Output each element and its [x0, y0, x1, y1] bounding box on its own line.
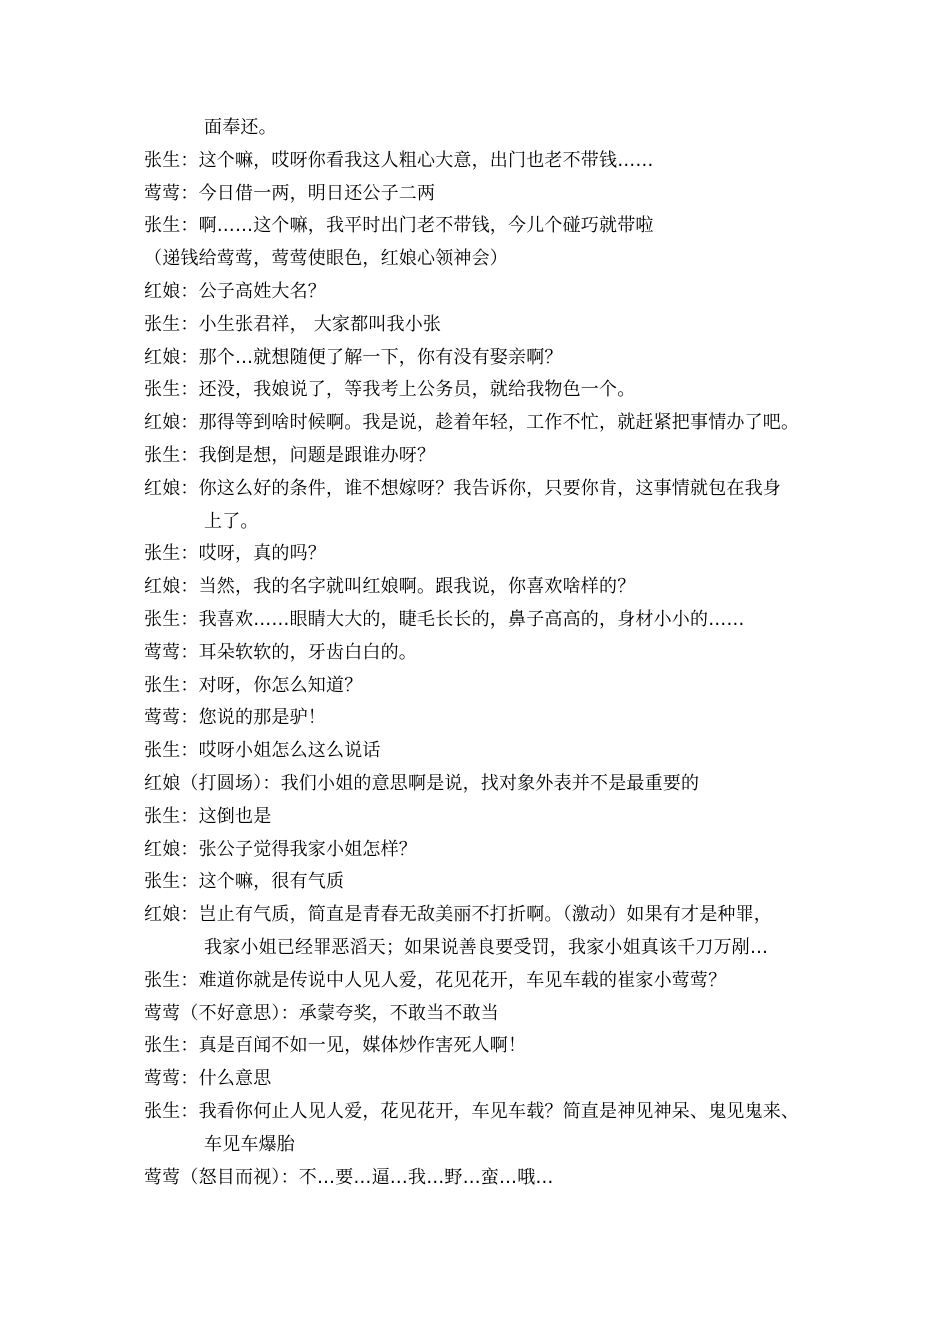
dialogue-line: 红娘：你这么好的条件，谁不想嫁呀？我告诉你，只要你肯，这事情就包在我身	[144, 477, 781, 499]
dialogue-line: 张生：啊……这个嘛，我平时出门老不带钱，今儿个碰巧就带啦	[144, 215, 654, 237]
dialogue-line: 张生：这个嘛，哎呀你看我这人粗心大意，出门也老不带钱……	[144, 149, 654, 171]
dialogue-continuation-line: 车见车爆胎	[204, 1133, 295, 1155]
dialogue-line: 张生：我看你何止人见人爱，花见花开，车见车载？简直是神见神呆、鬼见鬼来、	[144, 1100, 800, 1122]
dialogue-line: 张生：对呀，你怎么知道？	[144, 674, 363, 696]
script-text	[144, 112, 816, 1194]
dialogue-line: 张生：还没，我娘说了，等我考上公务员，就给我物色一个。	[144, 379, 636, 401]
dialogue-continuation-line: 面奉还。	[204, 117, 277, 138]
dialogue-line: 张生：这倒也是	[144, 805, 272, 827]
dialogue-continuation-line: 我家小姐已经罪恶滔天；如果说善良要受罚，我家小姐真该千刀万剐…	[204, 936, 769, 958]
dialogue-line: 红娘：那个…就想随便了解一下，你有没有娶亲啊？	[144, 346, 563, 368]
dialogue-line: （递钱给莺莺，莺莺使眼色，红娘心领神会）	[144, 248, 508, 270]
dialogue-line: 红娘：公子高姓大名？	[144, 280, 326, 302]
dialogue-line: 张生：难道你就是传说中人见人爱，花见花开，车见车载的崔家小莺莺？	[144, 969, 727, 991]
dialogue-line: 红娘：岂止有气质，简直是青春无敌美丽不打折啊。（激动）如果有才是种罪，	[144, 904, 772, 926]
dialogue-line: 张生：小生张君祥， 大家都叫我小张	[144, 313, 442, 335]
dialogue-line: 张生：我喜欢……眼睛大大的，睫毛长长的，鼻子高高的，身材小小的……	[144, 608, 745, 630]
dialogue-line: 莺莺（不好意思）：承蒙夸奖，不敢当不敢当	[144, 1002, 499, 1024]
dialogue-line: 红娘（打圆场）：我们小姐的意思啊是说，找对象外表并不是最重要的	[144, 772, 700, 794]
dialogue-line: 莺莺（怒目而视）：不…要…逼…我…野…蛮…哦…	[144, 1166, 554, 1188]
dialogue-line: 莺莺：今日借一两，明日还公子二两	[144, 182, 436, 204]
dialogue-line: 张生：这个嘛，很有气质	[144, 871, 345, 893]
dialogue-line: 红娘：张公子觉得我家小姐怎样？	[144, 838, 417, 860]
dialogue-line: 莺莺：什么意思	[144, 1068, 272, 1090]
dialogue-line: 莺莺：耳朵软软的，牙齿白白的。	[144, 641, 417, 663]
dialogue-line: 张生：哎呀小姐怎么这么说话	[144, 740, 381, 762]
dialogue-line: 红娘：那得等到啥时候啊。我是说，趁着年轻，工作不忙，就赶紧把事情办了吧。	[144, 412, 800, 434]
dialogue-line: 张生：真是百闻不如一见，媒体炒作害死人啊！	[144, 1035, 527, 1057]
dialogue-line: 张生：哎呀，真的吗？	[144, 543, 326, 565]
dialogue-line: 莺莺：您说的那是驴！	[144, 707, 326, 729]
dialogue-line: 张生：我倒是想，问题是跟谁办呀？	[144, 444, 436, 466]
dialogue-line: 红娘：当然，我的名字就叫红娘啊。跟我说，你喜欢啥样的？	[144, 576, 636, 598]
dialogue-continuation-line: 上了。	[204, 510, 259, 532]
